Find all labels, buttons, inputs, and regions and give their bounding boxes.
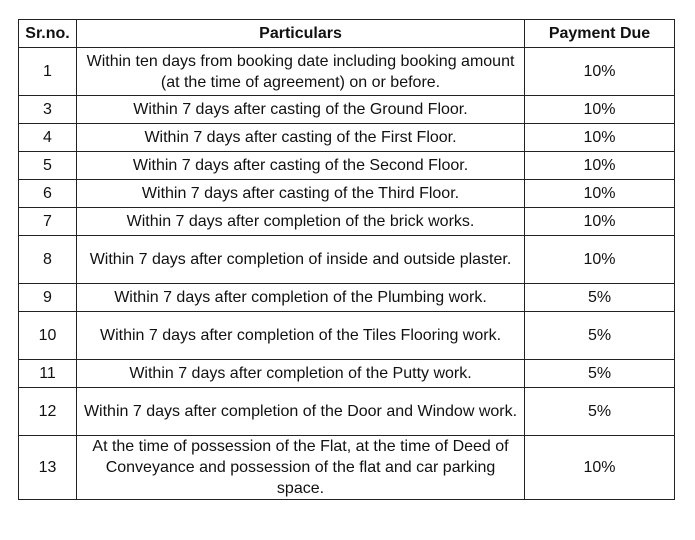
cell-payment-due: 5% [525, 284, 675, 312]
cell-particulars: Within 7 days after casting of the Second Floor. [77, 152, 525, 180]
table-row [19, 208, 675, 236]
table-row [19, 48, 675, 96]
cell-srno: 4 [19, 124, 77, 152]
cell-particulars: Within 7 days after casting of the Third Floor. [77, 180, 525, 208]
cell-payment-due: 5% [525, 388, 675, 436]
cell-particulars: Within 7 days after completion of the Door and Window work. [77, 388, 525, 436]
cell-payment-due: 10% [525, 208, 675, 236]
header-row [19, 20, 675, 48]
cell-srno: 10 [19, 312, 77, 360]
cell-srno: 11 [19, 360, 77, 388]
header-particulars: Particulars [77, 20, 525, 48]
cell-srno: 12 [19, 388, 77, 436]
cell-particulars: Within ten days from booking date including booking amount (at the time of agreement) on or before. [77, 48, 525, 96]
cell-srno: 9 [19, 284, 77, 312]
cell-srno: 8 [19, 236, 77, 284]
cell-payment-due: 10% [525, 48, 675, 96]
payment-schedule [18, 19, 675, 500]
cell-particulars: Within 7 days after completion of the Putty work. [77, 360, 525, 388]
cell-payment-due: 10% [525, 436, 675, 500]
cell-particulars: Within 7 days after completion of inside and outside plaster. [77, 236, 525, 284]
table-row [19, 124, 675, 152]
table-row [19, 236, 675, 284]
cell-payment-due: 5% [525, 360, 675, 388]
cell-srno: 6 [19, 180, 77, 208]
cell-payment-due: 10% [525, 152, 675, 180]
table-row [19, 388, 675, 436]
cell-particulars: Within 7 days after completion of the Plumbing work. [77, 284, 525, 312]
cell-particulars: Within 7 days after completion of the brick works. [77, 208, 525, 236]
cell-srno: 1 [19, 48, 77, 96]
table-row [19, 360, 675, 388]
header-payment-due: Payment Due [525, 20, 675, 48]
cell-srno: 3 [19, 96, 77, 124]
table-row [19, 96, 675, 124]
cell-srno: 5 [19, 152, 77, 180]
table-row [19, 152, 675, 180]
cell-payment-due: 10% [525, 236, 675, 284]
cell-particulars: Within 7 days after casting of the First Floor. [77, 124, 525, 152]
cell-payment-due: 10% [525, 180, 675, 208]
cell-payment-due: 10% [525, 124, 675, 152]
cell-payment-due: 5% [525, 312, 675, 360]
table-row [19, 284, 675, 312]
cell-srno: 7 [19, 208, 77, 236]
cell-particulars: Within 7 days after casting of the Ground Floor. [77, 96, 525, 124]
table-row [19, 436, 675, 500]
table-row [19, 312, 675, 360]
header-srno: Sr.no. [19, 20, 77, 48]
payment-schedule-table [18, 19, 675, 500]
table-row [19, 180, 675, 208]
cell-payment-due: 10% [525, 96, 675, 124]
cell-particulars: At the time of possession of the Flat, at the time of Deed of Conveyance and possession of the flat and car parking space. [77, 436, 525, 500]
cell-srno: 13 [19, 436, 77, 500]
cell-particulars: Within 7 days after completion of the Tiles Flooring work. [77, 312, 525, 360]
